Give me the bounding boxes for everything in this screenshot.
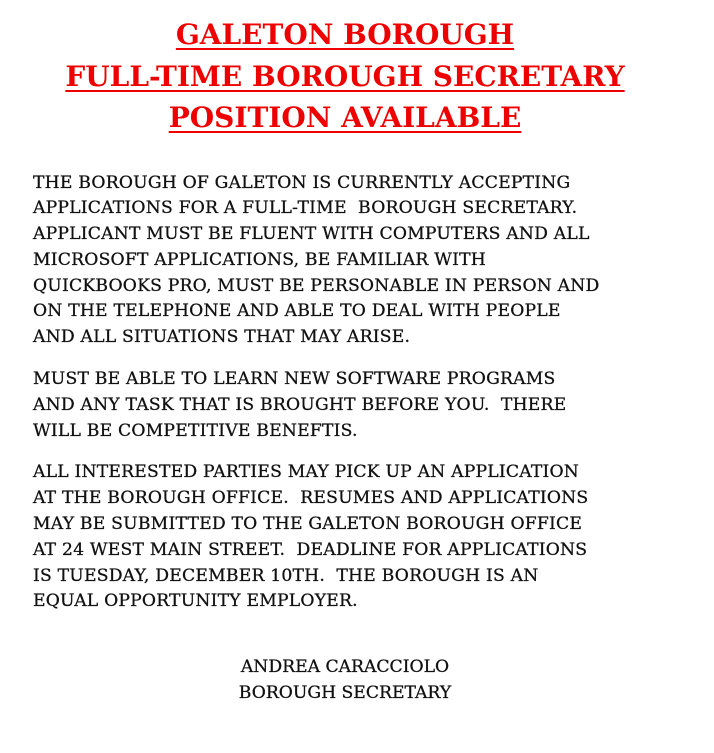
text-line: APPLICANT MUST BE FLUENT WITH COMPUTERS AND ALL: [33, 224, 590, 245]
text-line: AND ANY TASK THAT IS BROUGHT BEFORE YOU. THERE: [33, 394, 567, 415]
text-line: AT THE BOROUGH OFFICE. RESUMES AND APPLICATIONS: [33, 488, 589, 509]
text-line: EQUAL OPPORTUNITY EMPLOYER.: [33, 591, 358, 612]
paragraph-requirements: [33, 367, 714, 444]
text-line: QUICKBOOKS PRO, MUST BE PERSONABLE IN PERSON AND: [33, 275, 600, 296]
title-line: FULL-TIME BOROUGH SECRETARY: [65, 59, 625, 93]
text-line: WILL BE COMPETITIVE BENEFTIS.: [33, 420, 358, 441]
text-line: APPLICATIONS FOR A FULL-TIME BOROUGH SECRETARY.: [33, 198, 578, 219]
signature-name: ANDREA CARACCIOLO: [240, 657, 450, 678]
signature-role: BOROUGH SECRETARY: [238, 683, 452, 704]
text-line: MICROSOFT APPLICATIONS, BE FAMILIAR WITH: [33, 249, 486, 270]
title-line: POSITION AVAILABLE: [168, 101, 522, 134]
text-line: AND ALL SITUATIONS THAT MAY ARISE.: [33, 327, 411, 348]
signature-block: [0, 655, 690, 707]
paragraph-intro: [33, 171, 714, 352]
text-line: ON THE TELEPHONE AND ABLE TO DEAL WITH PEOPLE: [33, 301, 561, 322]
text-line: AT 24 WEST MAIN STREET. DEADLINE FOR APPLICATIONS: [33, 539, 588, 560]
text-line: MUST BE ABLE TO LEARN NEW SOFTWARE PROGRAMS: [33, 369, 556, 390]
document-title: [0, 14, 690, 139]
text-line: ALL INTERESTED PARTIES MAY PICK UP AN APPLICATION: [33, 462, 580, 483]
text-line: MAY BE SUBMITTED TO THE GALETON BOROUGH OFFICE: [33, 514, 583, 535]
text-line: THE BOROUGH OF GALETON IS CURRENTLY ACCEPTING: [33, 172, 571, 193]
paragraph-application: [33, 460, 714, 615]
text-line: IS TUESDAY, DECEMBER 10TH. THE BOROUGH IS AN: [33, 565, 539, 586]
title-line: GALETON BOROUGH: [175, 18, 515, 51]
